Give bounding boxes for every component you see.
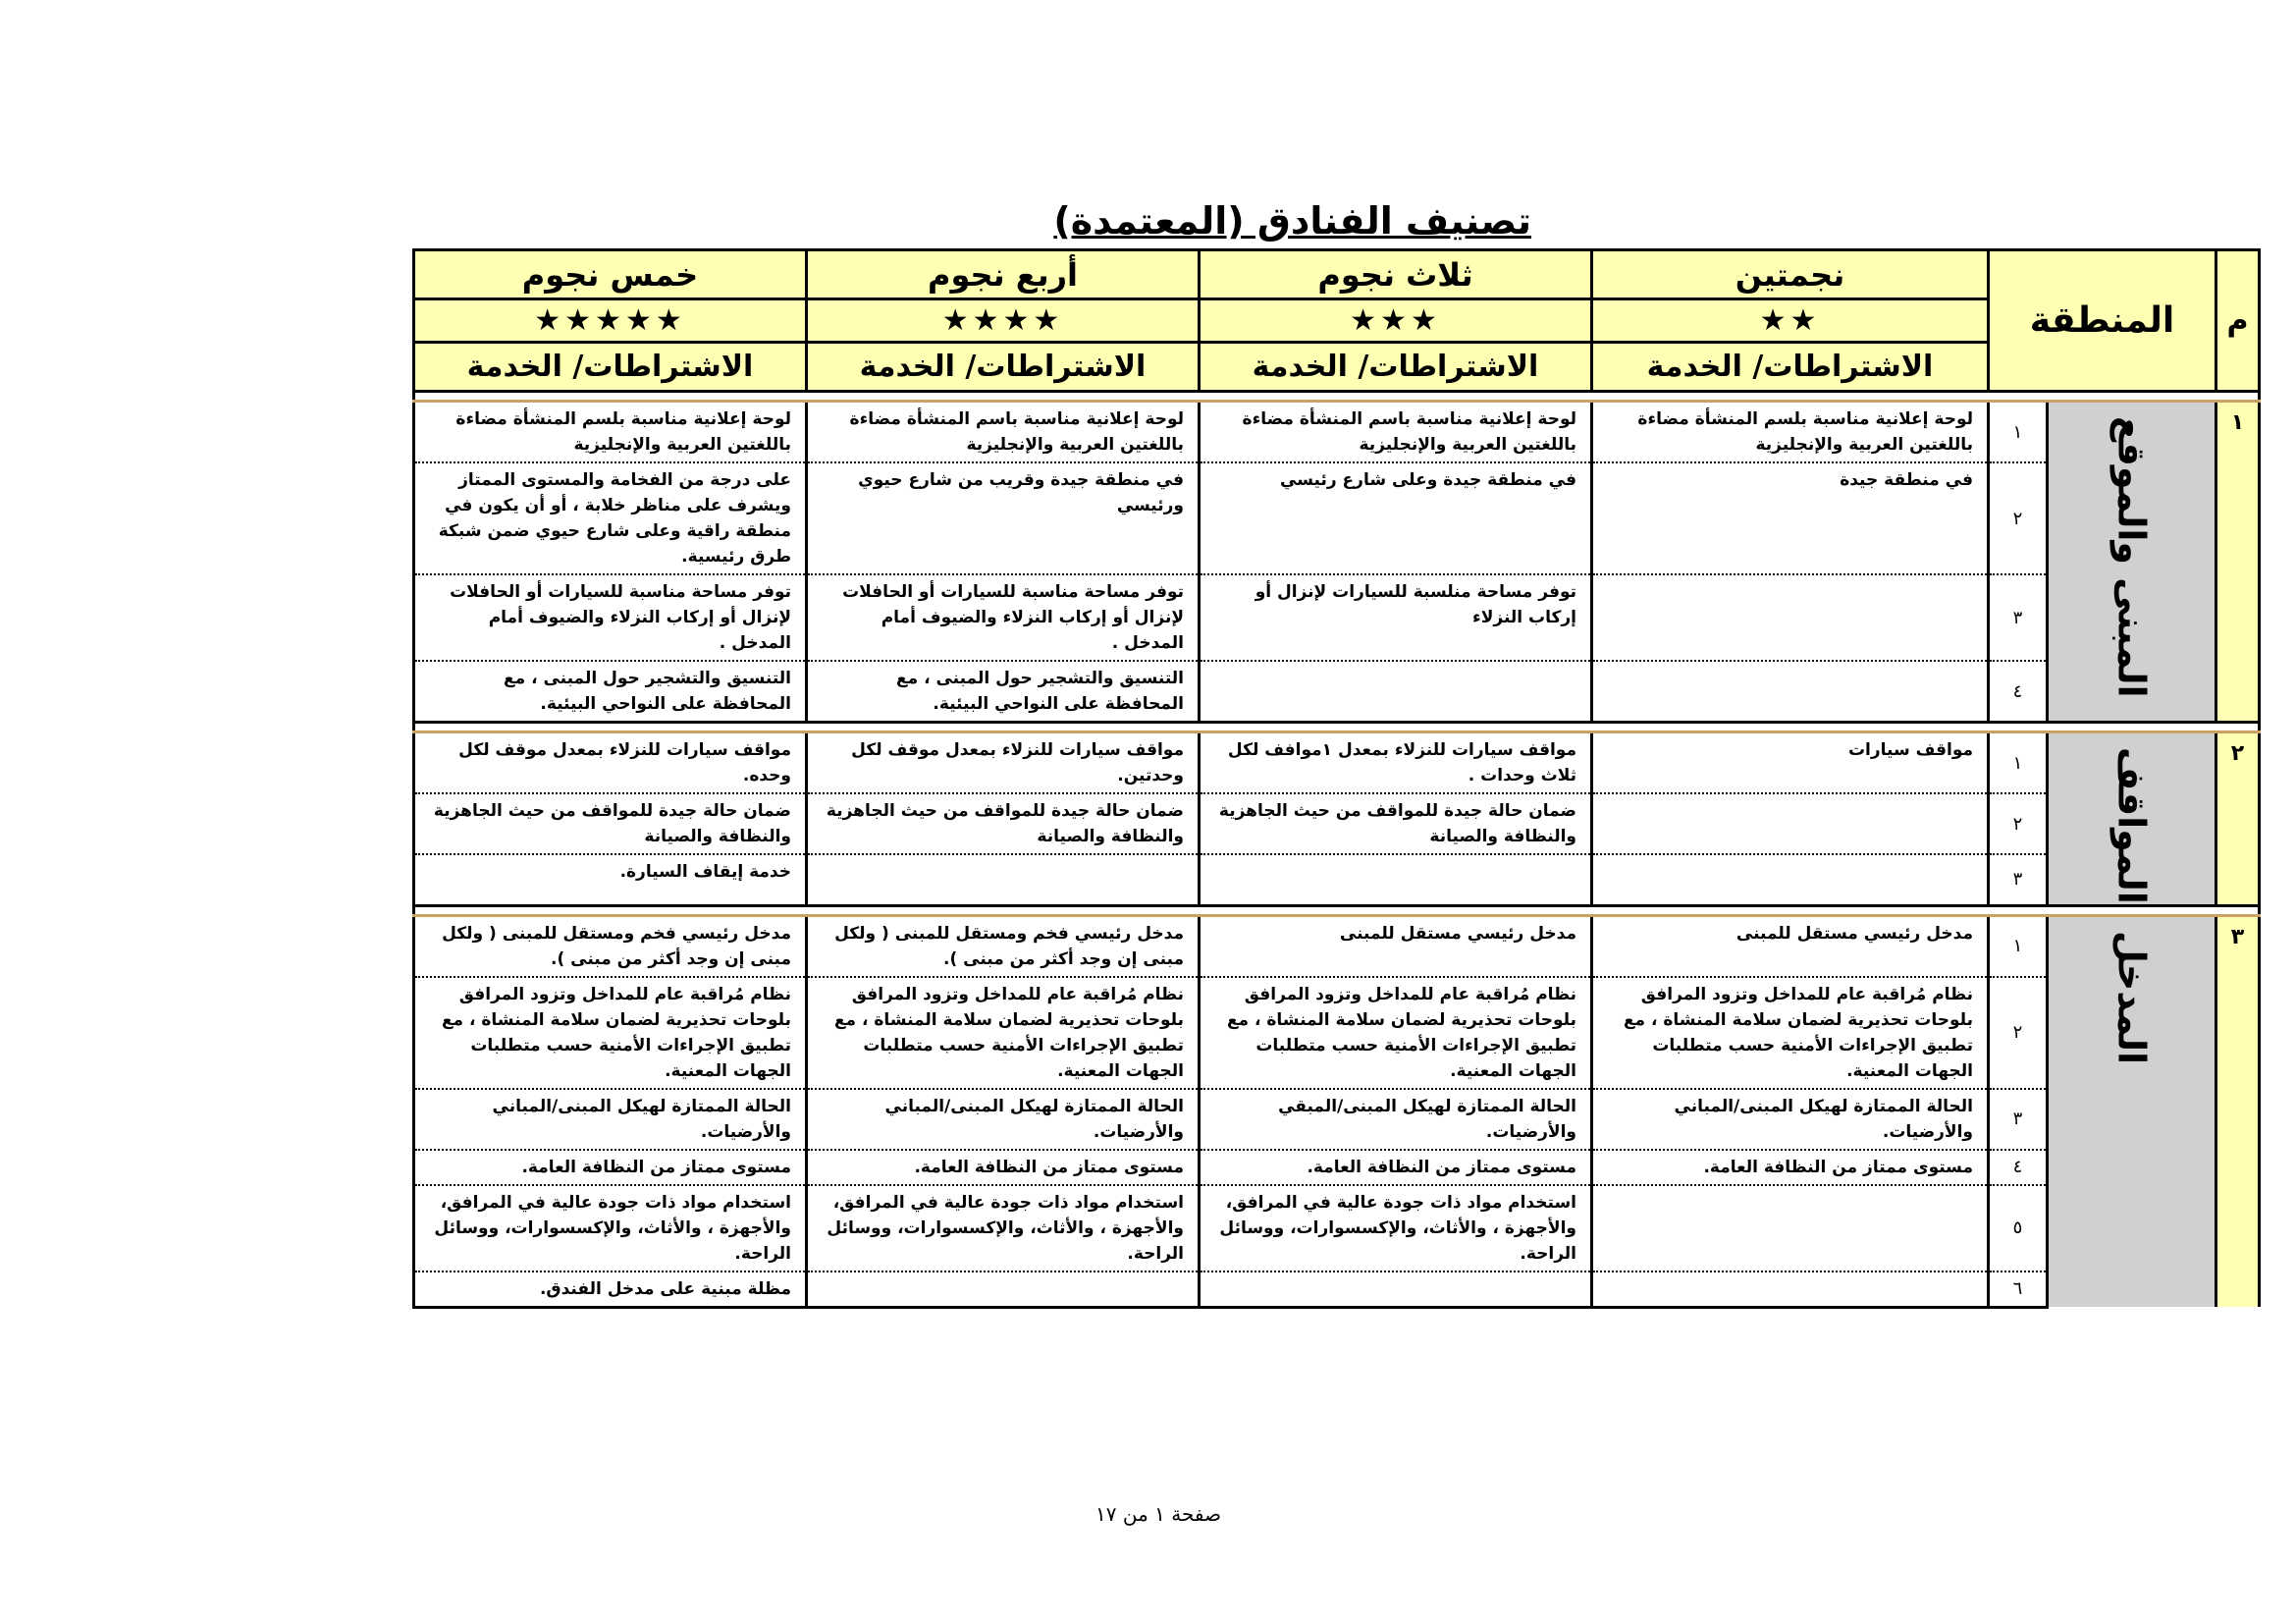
item-number: ٣ <box>1989 574 2048 661</box>
requirement-cell-five-stars: التنسيق والتشجير حول المبنى ، مع المحافظة على النواحي البيئية. <box>414 661 807 723</box>
requirement-cell-four-stars <box>807 1271 1200 1308</box>
star-rating-icons: ★★★ <box>1200 299 1592 343</box>
item-number: ٢ <box>1989 793 2048 854</box>
section-separator <box>414 723 2260 732</box>
page-number: صفحة ١ من ١٧ <box>1095 1502 1221 1526</box>
requirement-cell-five-stars: مستوى ممتاز من النظافة العامة. <box>414 1150 807 1185</box>
requirement-cell-two-stars: نظام مُراقبة عام للمداخل وتزود المرافق بلوحات تحذيرية لضمان سلامة المنشاة ، مع تطبيق الإجراءات الأمنية حسب متطلبات الجهات المعنية. <box>1592 977 1989 1089</box>
requirement-cell-three-stars: مواقف سيارات للنزلاء بمعدل ١موافف لكل ثلاث وحدات . <box>1200 732 1592 794</box>
table-row <box>414 1185 2260 1271</box>
requirement-cell-five-stars: نظام مُراقبة عام للمداخل وتزود المرافق بلوحات تحذيرية لضمان سلامة المنشاة ، مع تطبيق الإجراءات الأمنية حسب متطلبات الجهات المعنية. <box>414 977 807 1089</box>
requirement-cell-three-stars: استخدام مواد ذات جودة عالية في المرافق، والأجهزة ، والأثاث، والإكسسوارات، ووسائل الراحة. <box>1200 1185 1592 1271</box>
requirement-cell-two-stars: الحالة الممتازة لهيكل المبنى/المباني والأرضيات. <box>1592 1089 1989 1150</box>
requirement-cell-two-stars <box>1592 793 1989 854</box>
requirement-cell-four-stars: في منطقة جيدة وقريب من شارع حيوي ورئيسي <box>807 462 1200 574</box>
table-row <box>414 732 2260 794</box>
requirement-cell-three-stars: الحالة الممتازة لهيكل المبنى/المبقي والأرضيات. <box>1200 1089 1592 1150</box>
header-row-category-names <box>414 250 2260 299</box>
section-separator-line <box>414 723 2260 732</box>
table-row <box>414 854 2260 905</box>
requirement-cell-two-stars <box>1592 1185 1989 1271</box>
requirement-cell-three-stars: ضمان حالة جيدة للمواقف من حيث الجاهزية والنظافة والصيانة <box>1200 793 1592 854</box>
requirement-cell-four-stars: مستوى ممتاز من النظافة العامة. <box>807 1150 1200 1185</box>
requirements-header: الاشتراطات/ الخدمة <box>807 343 1200 392</box>
requirement-cell-four-stars: الحالة الممتازة لهيكل المبنى/المباني والأرضيات. <box>807 1089 1200 1150</box>
table-row <box>414 402 2260 463</box>
region-cell <box>2048 402 2216 723</box>
requirements-header: الاشتراطات/ الخدمة <box>414 343 807 392</box>
item-number: ٤ <box>1989 661 2048 723</box>
table-row <box>414 462 2260 574</box>
requirement-cell-four-stars: توفر مساحة مناسبة للسيارات أو الحافلات لإنزال أو إركاب النزلاء والضيوف أمام المدخل . <box>807 574 1200 661</box>
region-name: المواقف <box>2109 747 2154 904</box>
table-body <box>414 392 2260 1308</box>
region-cell <box>2048 915 2216 1307</box>
item-number: ٥ <box>1989 1185 2048 1271</box>
requirement-cell-two-stars <box>1592 1271 1989 1308</box>
requirement-cell-three-stars: مستوى ممتاز من النظافة العامة. <box>1200 1150 1592 1185</box>
requirement-cell-five-stars: لوحة إعلانية مناسبة بلسم المنشأة مضاءة باللغتين العربية والإنجليزية <box>414 402 807 463</box>
requirement-cell-five-stars: مدخل رئيسي فخم ومستقل للمبنى ( ولكل مبنى إن وجد أكثر من مبنى ). <box>414 915 807 977</box>
requirement-cell-five-stars: مواقف سيارات للنزلاء بمعدل موقف لكل وحده. <box>414 732 807 794</box>
header-row-stars <box>414 299 2260 343</box>
requirement-cell-five-stars: استخدام مواد ذات جودة عالية في المرافق، والأجهزة ، والأثاث، والإكسسوارات، ووسائل الراحة. <box>414 1185 807 1271</box>
requirement-cell-three-stars <box>1200 854 1592 905</box>
region-name: المبنى والموقع <box>2109 416 2154 698</box>
item-number: ٢ <box>1989 977 2048 1089</box>
requirement-cell-two-stars: مواقف سيارات <box>1592 732 1989 794</box>
requirement-cell-three-stars: نظام مُراقبة عام للمداخل وتزود المرافق بلوحات تحذيرية لضمان سلامة المنشاة ، مع تطبيق الإجراءات الأمنية حسب متطلبات الجهات المعنية. <box>1200 977 1592 1089</box>
requirements-header: الاشتراطات/ الخدمة <box>1592 343 1989 392</box>
requirement-cell-five-stars: ضمان حالة جيدة للمواقف من حيث الجاهزية والنظافة والصيانة <box>414 793 807 854</box>
region-cell <box>2048 732 2216 906</box>
category-three-stars: ثلاث نجوم <box>1200 250 1592 299</box>
requirement-cell-four-stars <box>807 854 1200 905</box>
requirement-cell-five-stars: خدمة إيقاف السيارة. <box>414 854 807 905</box>
star-rating-icons: ★★★★ <box>807 299 1200 343</box>
requirement-cell-five-stars: على درجة من الفخامة والمستوى الممتاز ويشرف على مناظر خلابة ، أو أن يكون في منطقة راقية وعلى شارع حيوي ضمن شبكة طرق رئيسية. <box>414 462 807 574</box>
requirements-header: الاشتراطات/ الخدمة <box>1200 343 1592 392</box>
requirement-cell-two-stars <box>1592 574 1989 661</box>
item-number: ١ <box>1989 732 2048 794</box>
category-five-stars: خمس نجوم <box>414 250 807 299</box>
section-number: ٣ <box>2216 915 2260 1307</box>
table-row <box>414 1150 2260 1185</box>
column-header-m: م <box>2216 250 2260 392</box>
star-rating-icons: ★★ <box>1592 299 1989 343</box>
requirement-cell-three-stars <box>1200 1271 1592 1308</box>
item-number: ١ <box>1989 915 2048 977</box>
header-row-requirements <box>414 343 2260 392</box>
requirement-cell-four-stars: التنسيق والتشجير حول المبنى ، مع المحافظة على النواحي البيئية. <box>807 661 1200 723</box>
table-row <box>414 1271 2260 1308</box>
requirement-cell-four-stars: ضمان حالة جيدة للمواقف من حيث الجاهزية والنظافة والصيانة <box>807 793 1200 854</box>
requirement-cell-two-stars <box>1592 661 1989 723</box>
requirement-cell-two-stars: في منطقة جيدة <box>1592 462 1989 574</box>
hotel-classification-table <box>412 248 2261 1309</box>
requirement-cell-three-stars: لوحة إعلانية مناسبة باسم المنشأة مضاءة باللغتين العربية والإنجليزية <box>1200 402 1592 463</box>
requirement-cell-three-stars: في منطقة جيدة وعلى شارع رئيسي <box>1200 462 1592 574</box>
star-rating-icons: ★★★★★ <box>414 299 807 343</box>
requirement-cell-five-stars: مظلة مبنية على مدخل الفندق. <box>414 1271 807 1308</box>
requirement-cell-two-stars: مستوى ممتاز من النظافة العامة. <box>1592 1150 1989 1185</box>
table-row <box>414 661 2260 723</box>
requirement-cell-three-stars: توفر مساحة منلسبة للسيارات لإنزال أو إركاب النزلاء <box>1200 574 1592 661</box>
requirement-cell-two-stars: مدخل رئيسي مستقل للمبنى <box>1592 915 1989 977</box>
requirement-cell-three-stars <box>1200 661 1592 723</box>
category-four-stars: أربع نجوم <box>807 250 1200 299</box>
requirement-cell-four-stars: استخدام مواد ذات جودة عالية في المرافق، والأجهزة ، والأثاث، والإكسسوارات، ووسائل الراحة. <box>807 1185 1200 1271</box>
section-separator <box>414 905 2260 915</box>
section-number: ٢ <box>2216 732 2260 906</box>
requirement-cell-five-stars: الحالة الممتازة لهيكل المبنى/المباني والأرضيات. <box>414 1089 807 1150</box>
requirement-cell-four-stars: مواقف سيارات للنزلاء بمعدل موقف لكل وحدتين. <box>807 732 1200 794</box>
section-separator-line <box>414 905 2260 915</box>
requirement-cell-two-stars <box>1592 854 1989 905</box>
item-number: ٢ <box>1989 462 2048 574</box>
requirement-cell-three-stars: مدخل رئيسي مستقل للمبنى <box>1200 915 1592 977</box>
section-separator-line <box>414 392 2260 402</box>
requirement-cell-four-stars: مدخل رئيسي فخم ومستقل للمبنى ( ولكل مبنى إن وجد أكثر من مبنى ). <box>807 915 1200 977</box>
item-number: ١ <box>1989 402 2048 463</box>
item-number: ٣ <box>1989 1089 2048 1150</box>
requirement-cell-two-stars: لوحة إعلانية مناسبة بلسم المنشأة مضاءة باللغتين العربية والإنجليزية <box>1592 402 1989 463</box>
table-row <box>414 977 2260 1089</box>
requirement-cell-four-stars: لوحة إعلانية مناسبة باسم المنشأة مضاءة باللغتين العربية والإنجليزية <box>807 402 1200 463</box>
table-row <box>414 915 2260 977</box>
region-name: المدخل <box>2109 930 2154 1064</box>
table-row <box>414 574 2260 661</box>
section-number: ١ <box>2216 402 2260 723</box>
section-separator <box>414 392 2260 402</box>
item-number: ٦ <box>1989 1271 2048 1308</box>
table-row <box>414 793 2260 854</box>
column-header-region: المنطقة <box>1989 250 2216 392</box>
requirement-cell-five-stars: توفر مساحة مناسبة للسيارات أو الحافلات لإنزال أو إركاب النزلاء والضيوف أمام المدخل . <box>414 574 807 661</box>
item-number: ٤ <box>1989 1150 2048 1185</box>
table-row <box>414 1089 2260 1150</box>
requirement-cell-four-stars: نظام مُراقبة عام للمداخل وتزود المرافق بلوحات تحذيرية لضمان سلامة المنشاة ، مع تطبيق الإجراءات الأمنية حسب متطلبات الجهات المعنية. <box>807 977 1200 1089</box>
item-number: ٣ <box>1989 854 2048 905</box>
document-title: تصنيف الفنادق (المعتمدة) <box>1053 199 1531 243</box>
category-two-stars: نجمتين <box>1592 250 1989 299</box>
